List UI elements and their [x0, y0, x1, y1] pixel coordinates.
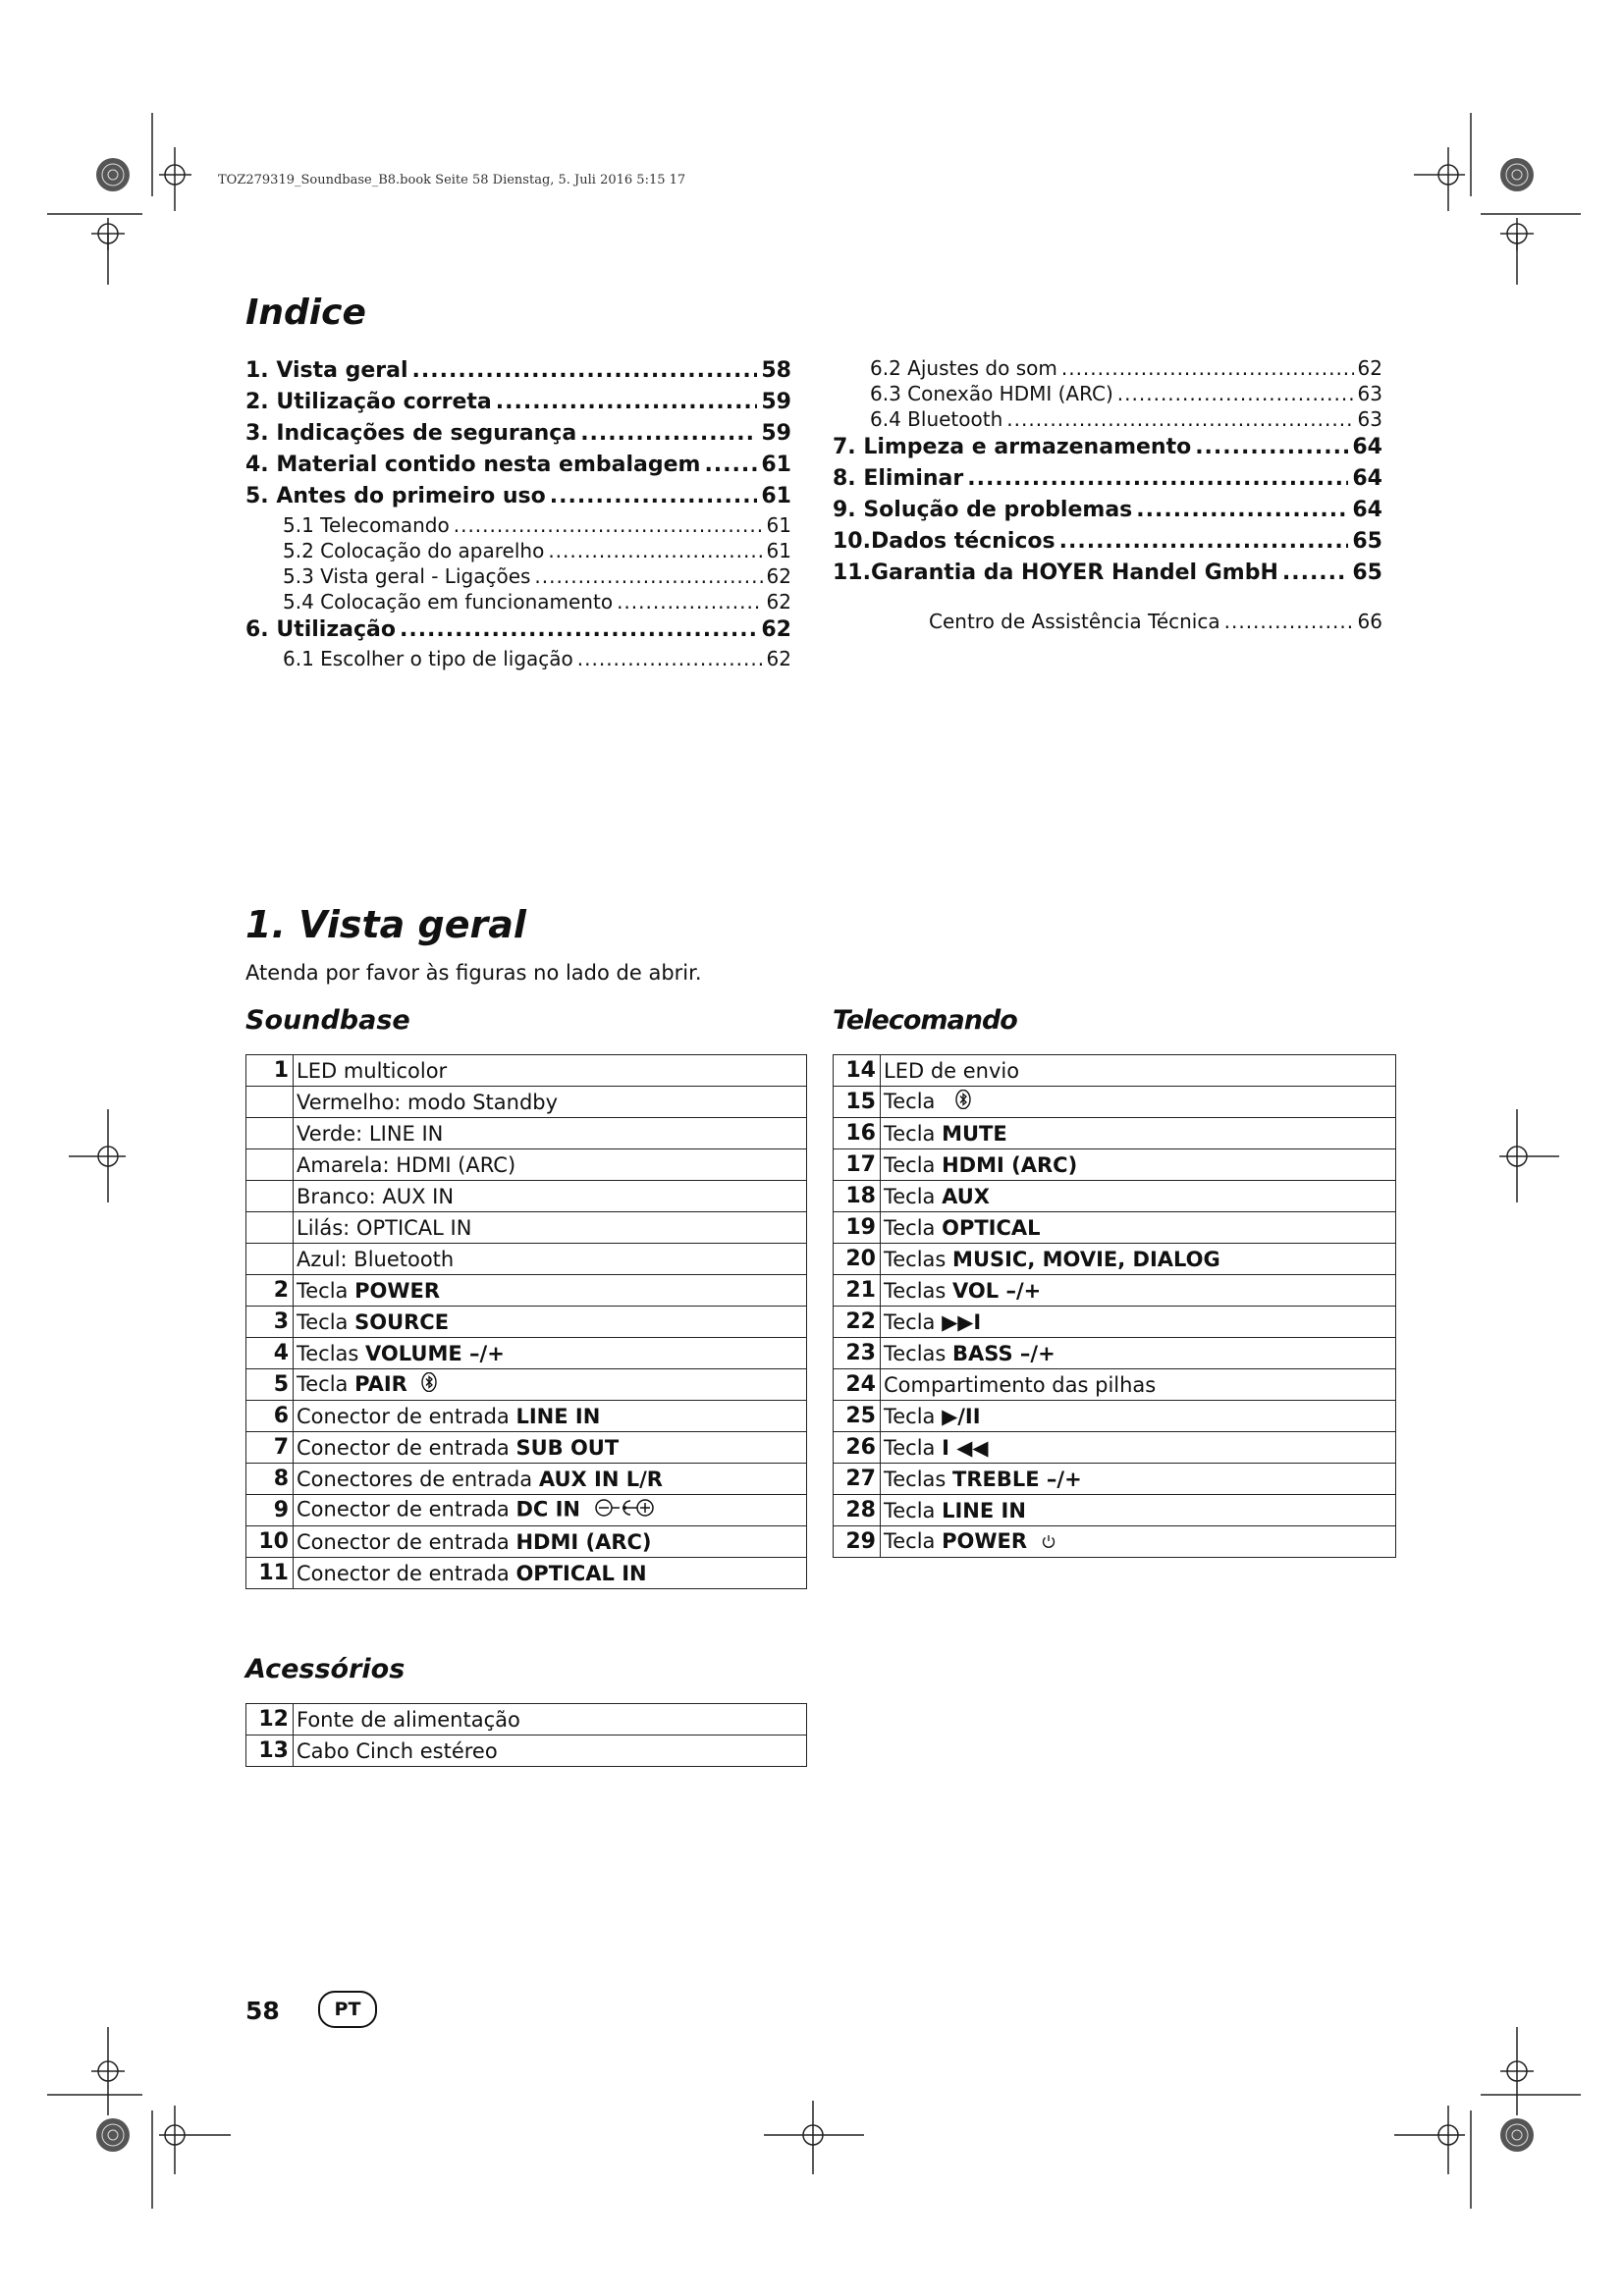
table-row	[246, 1244, 807, 1275]
item-number: 26	[834, 1432, 881, 1464]
item-description	[294, 1087, 807, 1118]
item-description	[294, 1244, 807, 1275]
table-row	[834, 1212, 1396, 1244]
item-description	[294, 1464, 807, 1495]
toc-leader-dots	[617, 589, 762, 614]
toc-entry	[833, 463, 1382, 495]
table-row	[246, 1149, 807, 1181]
toc-entry-label: 6.2 Ajustes do som	[870, 356, 1057, 380]
item-text: Cabo Cinch estéreo	[297, 1738, 498, 1763]
item-text: Conector de entrada	[297, 1435, 516, 1460]
item-text: Teclas	[884, 1467, 953, 1491]
toc-leader-dots	[1061, 355, 1354, 381]
item-text: Teclas	[297, 1341, 366, 1365]
soundbase-heading: Soundbase	[245, 1005, 410, 1036]
toc-entry-label: 2. Utilização correta	[245, 390, 492, 414]
table-row	[246, 1464, 807, 1495]
item-text: Verde: LINE IN	[297, 1121, 444, 1146]
item-key-label: POWER	[354, 1278, 441, 1303]
item-text: Tecla	[884, 1089, 943, 1113]
toc-entry	[833, 495, 1382, 526]
item-text: Tecla	[884, 1529, 943, 1553]
toc-entry-page: 64	[1352, 466, 1382, 491]
item-description	[881, 1495, 1396, 1526]
item-number: 21	[834, 1275, 881, 1307]
item-description	[294, 1055, 807, 1087]
polarity-icon	[594, 1497, 655, 1523]
toc-entry-label: 6. Utilização	[245, 617, 396, 642]
table-row	[834, 1307, 1396, 1338]
item-key-label: OPTICAL IN	[515, 1561, 647, 1585]
toc-entry	[245, 387, 791, 418]
toc-entry	[833, 432, 1382, 463]
item-key-label: AUX IN L/R	[538, 1467, 663, 1491]
item-number: 28	[834, 1495, 881, 1526]
toc-entry-page: 62	[761, 617, 791, 642]
item-description	[881, 1432, 1396, 1464]
item-key-label: MUSIC, MOVIE, DIALOG	[952, 1247, 1220, 1271]
table-row	[246, 1401, 807, 1432]
toc-entry-label: 5.2 Colocação do aparelho	[283, 539, 545, 562]
toc-entry-label: 5.3 Vista geral - Ligações	[283, 564, 531, 588]
item-number	[246, 1212, 294, 1244]
item-text: Conector de entrada	[297, 1561, 516, 1585]
item-text: Tecla	[297, 1371, 355, 1396]
toc-entry	[245, 481, 791, 512]
item-number	[246, 1244, 294, 1275]
table-row	[834, 1464, 1396, 1495]
item-number	[246, 1149, 294, 1181]
item-description	[881, 1181, 1396, 1212]
table-row	[834, 1055, 1396, 1087]
toc-entry-label: 5. Antes do primeiro uso	[245, 484, 546, 508]
item-text: Tecla	[297, 1278, 355, 1303]
item-number: 16	[834, 1118, 881, 1149]
table-row	[246, 1087, 807, 1118]
toc-entry-page: 58	[761, 358, 791, 383]
table-row	[246, 1495, 807, 1526]
item-text: Tecla	[884, 1498, 943, 1522]
item-number: 8	[246, 1464, 294, 1495]
toc-leader-dots	[580, 418, 757, 450]
item-text: Lilás: OPTICAL IN	[297, 1215, 472, 1240]
item-description	[881, 1401, 1396, 1432]
remote-parts-table	[833, 1054, 1396, 1558]
table-row	[246, 1275, 807, 1307]
table-row	[834, 1087, 1396, 1118]
table-row	[834, 1275, 1396, 1307]
item-key-label: HDMI (ARC)	[515, 1529, 652, 1554]
toc-entry-page: 59	[761, 421, 791, 446]
toc-entry-page: 65	[1352, 561, 1382, 585]
item-text: Amarela: HDMI (ARC)	[297, 1152, 516, 1177]
toc-entry	[833, 526, 1382, 558]
item-key-label: SOURCE	[354, 1309, 450, 1334]
toc-entry	[245, 614, 791, 646]
table-row	[834, 1526, 1396, 1558]
toc-entry-page: 62	[766, 590, 791, 614]
toc-entry	[833, 558, 1382, 589]
toc-entry-page: 64	[1352, 498, 1382, 522]
toc-entry-page: 61	[766, 513, 791, 537]
item-description	[294, 1432, 807, 1464]
item-description	[294, 1558, 807, 1589]
table-row	[246, 1369, 807, 1401]
toc-entry-page: 61	[761, 453, 791, 477]
item-text: Tecla	[884, 1435, 943, 1460]
table-row	[834, 1244, 1396, 1275]
item-number: 24	[834, 1369, 881, 1401]
toc-entry-page: 66	[1357, 610, 1382, 633]
item-description	[294, 1118, 807, 1149]
item-key-label: SUB OUT	[515, 1435, 620, 1460]
accessories-heading: Acessórios	[245, 1654, 406, 1684]
table-row	[834, 1369, 1396, 1401]
item-key-label: POWER	[942, 1529, 1028, 1553]
item-key-label: OPTICAL	[942, 1215, 1041, 1240]
item-description	[294, 1181, 807, 1212]
toc-leader-dots	[1136, 495, 1348, 526]
toc-leader-dots	[412, 355, 758, 387]
toc-leader-dots	[967, 463, 1348, 495]
toc-entry-page: 65	[1352, 529, 1382, 554]
item-key-label: VOL –/+	[952, 1278, 1042, 1303]
language-badge: PT	[318, 1991, 377, 2028]
item-number: 1	[246, 1055, 294, 1087]
item-description	[294, 1338, 807, 1369]
table-row	[246, 1558, 807, 1589]
item-description	[294, 1526, 807, 1558]
table-row	[246, 1432, 807, 1464]
item-text: Teclas	[884, 1278, 953, 1303]
toc-leader-dots	[1117, 381, 1354, 406]
item-number: 5	[246, 1369, 294, 1401]
bluetooth-icon	[421, 1372, 437, 1397]
table-row	[246, 1526, 807, 1558]
toc-entry-page: 61	[766, 539, 791, 562]
item-text: Compartimento das pilhas	[884, 1372, 1157, 1397]
item-text: Fonte de alimentação	[297, 1707, 520, 1732]
item-description	[881, 1244, 1396, 1275]
table-row	[834, 1118, 1396, 1149]
table-row	[246, 1212, 807, 1244]
toc-entry-label: 5.4 Colocação em funcionamento	[283, 590, 614, 614]
toc-left-column	[245, 355, 791, 671]
toc-leader-dots	[550, 481, 758, 512]
toc-entry-label: 6.3 Conexão HDMI (ARC)	[870, 382, 1113, 405]
item-number: 17	[834, 1149, 881, 1181]
item-description	[881, 1526, 1396, 1558]
soundbase-parts-table	[245, 1054, 807, 1589]
item-number: 19	[834, 1212, 881, 1244]
table-row	[246, 1704, 807, 1735]
toc-entry-page: 61	[761, 484, 791, 508]
toc-entry-label: 11.Garantia da HOYER Handel GmbH	[833, 561, 1278, 585]
item-description	[881, 1087, 1396, 1118]
toc-entry-page: 62	[766, 647, 791, 670]
item-description	[294, 1275, 807, 1307]
item-description	[881, 1055, 1396, 1087]
power-icon	[1041, 1530, 1056, 1554]
item-description	[294, 1149, 807, 1181]
remote-heading: Telecomando	[833, 1005, 1017, 1036]
toc-entry-label: 10.Dados técnicos	[833, 529, 1056, 554]
toc-entry-page: 64	[1352, 435, 1382, 459]
item-description	[881, 1212, 1396, 1244]
toc-entry	[833, 355, 1382, 381]
table-row	[246, 1307, 807, 1338]
toc-leader-dots	[534, 563, 762, 589]
toc-entry-label: 6.4 Bluetooth	[870, 407, 1003, 431]
table-row	[246, 1338, 807, 1369]
toc-leader-dots	[1059, 526, 1349, 558]
item-key-label: PAIR	[354, 1371, 407, 1396]
item-number: 2	[246, 1275, 294, 1307]
toc-leader-dots	[1195, 432, 1348, 463]
toc-entry	[245, 538, 791, 563]
item-number: 20	[834, 1244, 881, 1275]
item-text: Conector de entrada	[297, 1404, 516, 1428]
item-key-label: HDMI (ARC)	[942, 1152, 1078, 1177]
item-description	[881, 1307, 1396, 1338]
item-number	[246, 1181, 294, 1212]
item-key-label: LINE IN	[942, 1498, 1026, 1522]
item-key-label: BASS –/+	[952, 1341, 1056, 1365]
item-key-label: TREBLE –/+	[952, 1467, 1082, 1491]
item-description	[881, 1149, 1396, 1181]
toc-leader-dots	[1224, 609, 1354, 634]
item-key-label: MUTE	[942, 1121, 1007, 1146]
section-lead: Atenda por favor às figuras no lado de abrir.	[245, 961, 702, 985]
index-title: Indice	[245, 293, 366, 333]
item-text: Conectores de entrada	[297, 1467, 539, 1491]
table-row	[834, 1432, 1396, 1464]
table-row	[246, 1118, 807, 1149]
item-description	[881, 1338, 1396, 1369]
item-key-label: VOLUME –/+	[365, 1341, 505, 1365]
table-row	[834, 1181, 1396, 1212]
item-number: 29	[834, 1526, 881, 1558]
item-key-label: ▶/II	[942, 1404, 981, 1428]
table-row	[246, 1735, 807, 1767]
toc-entry-label: Centro de Assistência Técnica	[929, 610, 1220, 633]
toc-leader-dots	[496, 387, 758, 418]
toc-entry	[245, 589, 791, 614]
item-number: 7	[246, 1432, 294, 1464]
toc-entry-label: 1. Vista geral	[245, 358, 408, 383]
item-number: 15	[834, 1087, 881, 1118]
toc-leader-dots	[548, 538, 762, 563]
table-row	[834, 1149, 1396, 1181]
toc-entry-label: 9. Solução de problemas	[833, 498, 1133, 522]
item-text: Teclas	[884, 1247, 953, 1271]
item-text: Teclas	[884, 1341, 953, 1365]
item-number	[246, 1087, 294, 1118]
toc-entry-page: 59	[761, 390, 791, 414]
item-text: Conector de entrada	[297, 1529, 516, 1554]
item-key-label: DC IN	[515, 1497, 580, 1522]
table-row	[834, 1495, 1396, 1526]
item-number	[246, 1118, 294, 1149]
item-key-label: LINE IN	[515, 1404, 601, 1428]
item-number: 12	[246, 1704, 294, 1735]
item-description	[881, 1118, 1396, 1149]
table-row	[246, 1055, 807, 1087]
toc-entry-page: 63	[1357, 382, 1382, 405]
item-text: LED de envio	[884, 1058, 1020, 1083]
toc-entry	[245, 355, 791, 387]
item-text: Tecla	[884, 1152, 943, 1177]
print-header: TOZ279319_Soundbase_B8.book Seite 58 Dienstag, 5. Juli 2016 5:15 17	[218, 173, 686, 187]
toc-leader-dots	[577, 646, 763, 671]
item-text: Branco: AUX IN	[297, 1184, 455, 1208]
item-description	[294, 1495, 807, 1526]
item-text: Tecla	[884, 1215, 943, 1240]
item-text: Tecla	[884, 1121, 943, 1146]
toc-entry	[245, 646, 791, 671]
item-description	[294, 1212, 807, 1244]
item-description	[881, 1369, 1396, 1401]
item-number: 18	[834, 1181, 881, 1212]
item-text: LED multicolor	[297, 1058, 448, 1083]
toc-right-column	[833, 355, 1382, 634]
item-number: 9	[246, 1495, 294, 1526]
toc-entry	[245, 450, 791, 481]
item-description	[294, 1704, 807, 1735]
toc-entry-label: 7. Limpeza e armazenamento	[833, 435, 1192, 459]
toc-entry	[833, 406, 1382, 432]
item-number: 6	[246, 1401, 294, 1432]
item-description	[881, 1275, 1396, 1307]
item-description	[294, 1369, 807, 1401]
accessories-table	[245, 1703, 807, 1767]
toc-entry-label: 6.1 Escolher o tipo de ligação	[283, 647, 573, 670]
item-number: 11	[246, 1558, 294, 1589]
item-text: Tecla	[884, 1309, 943, 1334]
toc-entry	[245, 512, 791, 538]
table-row	[246, 1181, 807, 1212]
toc-entry	[833, 609, 1382, 634]
item-key-label: AUX	[942, 1184, 990, 1208]
item-description	[294, 1307, 807, 1338]
item-number: 14	[834, 1055, 881, 1087]
toc-entry-label: 8. Eliminar	[833, 466, 964, 491]
item-number: 10	[246, 1526, 294, 1558]
item-key-label: ▶▶I	[942, 1309, 982, 1334]
item-text: Tecla	[884, 1184, 943, 1208]
toc-entry	[833, 381, 1382, 406]
bluetooth-icon	[955, 1090, 971, 1114]
item-text: Tecla	[297, 1309, 355, 1334]
item-text: Azul: Bluetooth	[297, 1247, 455, 1271]
toc-entry	[245, 563, 791, 589]
section-title: 1. Vista geral	[245, 903, 526, 946]
item-number: 22	[834, 1307, 881, 1338]
toc-entry-page: 62	[766, 564, 791, 588]
toc-leader-dots	[704, 450, 757, 481]
item-number: 23	[834, 1338, 881, 1369]
item-number: 3	[246, 1307, 294, 1338]
item-description	[294, 1401, 807, 1432]
item-number: 25	[834, 1401, 881, 1432]
toc-entry-page: 62	[1357, 356, 1382, 380]
item-number: 13	[246, 1735, 294, 1767]
toc-leader-dots	[400, 614, 757, 646]
item-description	[881, 1464, 1396, 1495]
item-number: 27	[834, 1464, 881, 1495]
item-key-label: I ◀◀	[942, 1435, 989, 1460]
toc-entry-label: 5.1 Telecomando	[283, 513, 450, 537]
toc-entry	[245, 418, 791, 450]
toc-entry-page: 63	[1357, 407, 1382, 431]
page-number: 58	[245, 1997, 280, 2025]
item-text: Tecla	[884, 1404, 943, 1428]
table-row	[834, 1401, 1396, 1432]
toc-entry-label: 3. Indicações de segurança	[245, 421, 577, 446]
item-description	[294, 1735, 807, 1767]
item-text: Vermelho: modo Standby	[297, 1090, 559, 1114]
toc-leader-dots	[1006, 406, 1353, 432]
item-number: 4	[246, 1338, 294, 1369]
toc-leader-dots	[1282, 558, 1349, 589]
item-text: Conector de entrada	[297, 1497, 516, 1522]
table-row	[834, 1338, 1396, 1369]
toc-entry-label: 4. Material contido nesta embalagem	[245, 453, 701, 477]
toc-leader-dots	[454, 512, 763, 538]
